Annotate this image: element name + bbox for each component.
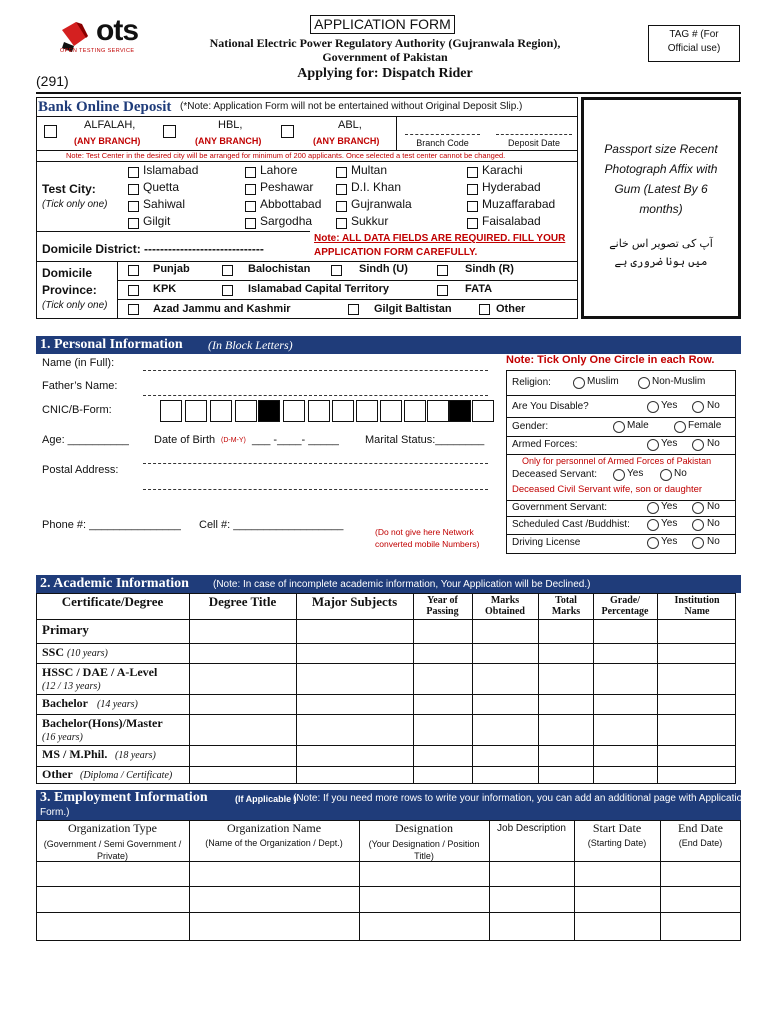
acad-row-ms-sub: (18 years) — [115, 750, 156, 761]
city-checkbox-multan[interactable] — [336, 167, 347, 178]
gov-no-label: No — [707, 501, 720, 512]
acad-header-year: Year of Passing — [426, 595, 459, 617]
deceased-note: Deceased Civil Servant wife, son or daughter — [512, 484, 703, 495]
city-label-peshawar: Peshawar — [260, 180, 314, 194]
bank-abl-label: ABL, — [338, 119, 362, 131]
acad-col-2 — [296, 593, 297, 784]
acad-col-4 — [472, 593, 473, 784]
province-checkbox-kpk[interactable] — [128, 285, 139, 296]
province-label-punjab: Punjab — [153, 263, 190, 275]
acad-row-hssc: HSSC / DAE / A-Level — [42, 665, 158, 679]
emp-col-2 — [359, 820, 360, 941]
disable-no-label: No — [707, 400, 720, 411]
province-checkbox-other[interactable] — [479, 304, 490, 315]
hbl-any-branch: (ANY BRANCH) — [195, 136, 262, 146]
province-label-gb: Gilgit Baltistan — [374, 303, 452, 315]
gov-label: Government Servant: — [512, 502, 608, 513]
province-checkbox-ajk[interactable] — [128, 304, 139, 315]
city-checkbox-sukkur[interactable] — [336, 218, 347, 229]
cnic-separator-2 — [449, 400, 471, 422]
acad-col-1 — [189, 593, 190, 784]
attr-rule-5 — [506, 500, 736, 501]
emp-sub-end: (End Date) — [678, 838, 723, 848]
city-label-gujranwala: Gujranwala — [351, 197, 412, 211]
cnic-digit-2[interactable] — [185, 400, 207, 422]
attr-rule-1 — [506, 395, 736, 396]
attr-rule-6 — [506, 516, 736, 517]
cnic-digit-7[interactable] — [332, 400, 354, 422]
license-no-radio[interactable] — [692, 537, 704, 549]
city-label-faisalabad: Faisalabad — [482, 214, 541, 228]
acad-row-4 — [36, 694, 736, 695]
postal-line-2[interactable] — [143, 489, 488, 490]
emp-header-jobdesc: Job Description — [497, 823, 566, 834]
armed-no-label: No — [707, 438, 720, 449]
bank-title: Bank Online Deposit — [38, 99, 172, 115]
employment-note: (Note: If you need more rows to write your information, you can add an additional page with Application — [293, 793, 748, 804]
acad-row-primary: Primary — [42, 622, 89, 637]
bank-alfalah-label: ALFALAH, — [84, 119, 136, 131]
disable-yes-label: Yes — [661, 400, 678, 411]
acad-row-other: Other — [42, 767, 73, 781]
province-label-kpk: KPK — [153, 283, 177, 295]
city-checkbox-sahiwal[interactable] — [128, 201, 139, 212]
cnic-digit-10[interactable] — [404, 400, 426, 422]
city-checkbox-muzaffarabad[interactable] — [467, 201, 478, 212]
acad-header-marks: Marks Obtained — [484, 595, 525, 617]
acad-row-6 — [36, 745, 736, 746]
armed-yes-label: Yes — [661, 438, 678, 449]
domicile-vdiv — [117, 261, 118, 319]
non-muslim-label: Non-Muslim — [652, 376, 706, 387]
emp-col-3 — [489, 820, 490, 941]
bank-hbl-label: HBL, — [218, 119, 243, 131]
emp-header-name: Organization Name — [226, 821, 322, 835]
province-label-ict: Islamabad Capital Territory — [248, 283, 390, 295]
acad-row-other-sub: (Diploma / Certificate) — [80, 770, 173, 781]
bank-vdiv — [396, 116, 397, 150]
deceased-yes-label: Yes — [627, 468, 644, 479]
emp-header-end: End Date — [678, 821, 723, 835]
city-checkbox-gilgit[interactable] — [128, 218, 139, 229]
disable-yes-radio[interactable] — [647, 401, 659, 413]
tag-label: TAG # (For Official use) — [667, 29, 721, 54]
province-checkbox-gb[interactable] — [348, 304, 359, 315]
acad-header-institution: Institution Name — [674, 595, 720, 617]
name-label: Name (in Full): — [42, 357, 115, 369]
header-rule — [36, 92, 741, 94]
dob-field[interactable]: ___ -____- _____ — [252, 434, 339, 446]
province-label-fata: FATA — [465, 283, 493, 295]
photo-urdu-1: آپ کی تصویر اس خانے — [609, 238, 713, 250]
abl-any-branch: (ANY BRANCH) — [313, 136, 380, 146]
armed-note: Only for personnel of Armed Forces of Pakistan — [522, 456, 712, 466]
org-line-2: Government of Pakistan — [322, 50, 448, 64]
father-label: Father’s Name: — [42, 380, 118, 392]
emp-row-2 — [36, 886, 741, 887]
domicile-province-label-1: Domicile — [42, 266, 93, 280]
photo-urdu-2: میں ہونا ضروری ہے — [614, 256, 708, 268]
dob-format: (D-M-Y) — [221, 437, 246, 444]
tick-note: Note: Tick Only One Circle in each Row. — [506, 354, 715, 366]
acad-col-6 — [593, 593, 594, 784]
city-label-multan: Multan — [351, 163, 388, 177]
city-checkbox-quetta[interactable] — [128, 184, 139, 195]
city-label-dikhan: D.I. Khan — [351, 180, 402, 194]
alfalah-checkbox[interactable] — [44, 125, 57, 138]
license-yes-label: Yes — [661, 536, 678, 547]
employment-title: 3. Employment Information — [40, 790, 208, 805]
city-label-muzaffarabad: Muzaffarabad — [482, 197, 556, 211]
acad-header-subjects: Major Subjects — [311, 594, 398, 609]
city-label-lahore: Lahore — [260, 163, 298, 177]
cnic-digit-3[interactable] — [210, 400, 232, 422]
male-radio[interactable] — [613, 421, 625, 433]
domicile-district-label[interactable]: Domicile District: ------------------------------ — [42, 242, 264, 256]
acad-row-master-sub: (16 years) — [42, 732, 83, 743]
domicile-province-label-2: Province: — [42, 283, 97, 297]
alfalah-any-branch: (ANY BRANCH) — [74, 136, 141, 146]
employment-sub: (If Applicable ) — [235, 794, 297, 804]
acad-row-2 — [36, 643, 736, 644]
female-label: Female — [688, 420, 722, 431]
acad-header-total: Total Marks — [551, 595, 581, 617]
city-checkbox-dikhan[interactable] — [336, 184, 347, 195]
city-checkbox-faisalabad[interactable] — [467, 218, 478, 229]
branch-code-label: Branch Code — [416, 138, 469, 148]
license-yes-radio[interactable] — [647, 537, 659, 549]
abl-checkbox[interactable] — [281, 125, 294, 138]
province-rule-2 — [117, 299, 578, 300]
emp-sub-name: (Name of the Organization / Dept.) — [205, 838, 343, 848]
cnic-digit-12[interactable] — [472, 400, 494, 422]
cnic-digit-4[interactable] — [235, 400, 257, 422]
form-code: (291) — [36, 73, 69, 89]
cnic-digit-6[interactable] — [308, 400, 330, 422]
city-checkbox-peshawar[interactable] — [245, 184, 256, 195]
deceased-yes-radio[interactable] — [613, 469, 625, 481]
province-label-ajk: Azad Jammu and Kashmir — [153, 303, 291, 315]
branch-code-line[interactable] — [405, 134, 480, 135]
emp-header-type: Organization Type — [67, 821, 158, 835]
academic-note: (Note: In case of incomplete academic information, Your Application will be Declined.) — [213, 579, 591, 590]
employment-note-2: Form.) — [40, 807, 70, 818]
acad-header-grade: Grade/ Percentage — [601, 595, 649, 617]
acad-row-1 — [36, 619, 736, 620]
city-label-sukkur: Sukkur — [351, 214, 389, 228]
cnic-digit-9[interactable] — [380, 400, 402, 422]
province-checkbox-punjab[interactable] — [128, 265, 139, 276]
emp-header-designation: Designation — [395, 821, 453, 835]
city-checkbox-hyderabad[interactable] — [467, 184, 478, 195]
province-checkbox-ict[interactable] — [222, 285, 233, 296]
ots-logo — [56, 14, 156, 58]
test-city-hint: (Tick only one) — [42, 199, 108, 210]
photo-line-4: months) — [639, 202, 683, 216]
photo-line-1: Passport size Recent — [604, 142, 718, 156]
test-city-label: Test City: — [42, 182, 96, 196]
acad-row-3 — [36, 663, 736, 664]
religion-label: Religion: — [512, 377, 551, 388]
name-input-line[interactable] — [143, 370, 488, 371]
emp-sub-start: (Starting Date) — [587, 838, 647, 848]
dob-label: Date of Birth — [154, 434, 216, 446]
province-label-other: Other — [496, 303, 526, 315]
cnic-digit-11[interactable] — [427, 400, 449, 422]
required-note-2: APPLICATION FORM CAREFULLY. — [314, 247, 478, 258]
city-label-abbottabad: Abbottabad — [260, 197, 322, 211]
photo-line-2: Photograph Affix with — [604, 162, 718, 176]
province-label-sindh-u: Sindh (U) — [359, 263, 408, 275]
city-label-quetta: Quetta — [143, 180, 180, 194]
gov-yes-radio[interactable] — [647, 502, 659, 514]
disable-no-radio[interactable] — [692, 401, 704, 413]
muslim-label: Muslim — [587, 376, 619, 387]
form-title: APPLICATION FORM — [314, 16, 451, 32]
province-rule-1 — [117, 280, 578, 281]
province-checkbox-balochistan[interactable] — [222, 265, 233, 276]
acad-col-5 — [538, 593, 539, 784]
cell-note-2: converted mobile Numbers) — [375, 539, 480, 549]
caste-no-label: No — [707, 518, 720, 529]
armed-yes-radio[interactable] — [647, 439, 659, 451]
emp-header-start: Start Date — [592, 821, 642, 835]
city-label-sahiwal: Sahiwal — [143, 197, 186, 211]
bank-divider-1 — [36, 116, 578, 117]
cell-field[interactable]: Cell #: __________________ — [199, 519, 344, 531]
academic-title: 2. Academic Information — [40, 576, 189, 591]
required-note-1: Note: ALL DATA FIELDS ARE REQUIRED. FILL YOUR — [314, 233, 566, 244]
acad-row-ssc-sub: (10 years) — [67, 648, 108, 659]
attr-rule-2 — [506, 417, 736, 418]
attr-rule-3 — [506, 436, 736, 437]
city-checkbox-sargodha[interactable] — [245, 218, 256, 229]
province-checkbox-fata[interactable] — [437, 285, 448, 296]
postal-label: Postal Address: — [42, 464, 119, 476]
cnic-separator-1 — [258, 400, 280, 422]
city-checkbox-karachi[interactable] — [467, 167, 478, 178]
acad-col-7 — [657, 593, 658, 784]
male-label: Male — [627, 420, 649, 431]
bank-divider-3 — [36, 161, 578, 162]
test-center-note: Note: Test Center in the desired city will be arranged for minimum of 200 applicants. Once selected a test center cannot be changed. — [66, 151, 506, 160]
deceased-no-label: No — [674, 468, 687, 479]
caste-label: Scheduled Cast /Buddhist: — [512, 519, 630, 530]
acad-header-title: Degree Title — [208, 594, 277, 609]
acad-row-ms: MS / M.Phil. — [42, 747, 108, 761]
city-checkbox-gujranwala[interactable] — [336, 201, 347, 212]
muslim-radio[interactable] — [573, 377, 585, 389]
acad-header-certificate: Certificate/Degree — [61, 594, 164, 609]
attr-rule-7 — [506, 534, 736, 535]
marital-field[interactable]: Marital Status:________ — [365, 434, 485, 446]
city-label-karachi: Karachi — [482, 163, 523, 177]
age-field[interactable]: Age: __________ — [42, 434, 129, 446]
acad-col-3 — [413, 593, 414, 784]
acad-row-5 — [36, 714, 736, 715]
non-muslim-radio[interactable] — [638, 377, 650, 389]
postal-line-1[interactable] — [143, 463, 488, 464]
city-label-gilgit: Gilgit — [143, 214, 171, 228]
city-bottom-rule — [36, 231, 310, 232]
logo-tagline: OPEN TESTING SERVICE — [60, 48, 135, 54]
city-label-islamabad: Islamabad — [143, 163, 199, 177]
logo-brand: ots — [96, 14, 138, 47]
province-label-balochistan: Balochistan — [248, 263, 311, 275]
father-input-line[interactable] — [143, 395, 488, 396]
attr-rule-4 — [506, 454, 736, 455]
city-checkbox-abbottabad[interactable] — [245, 201, 256, 212]
deposit-date-label: Deposit Date — [507, 138, 561, 148]
disable-label: Are You Disable? — [512, 401, 589, 412]
province-label-sindh-r: Sindh (R) — [465, 263, 514, 275]
emp-sub-designation: (Your Designation / Position Title) — [368, 839, 480, 862]
hbl-checkbox[interactable] — [163, 125, 176, 138]
cnic-digit-1[interactable] — [160, 400, 182, 422]
bank-note: (*Note: Application Form will not be entertained without Original Deposit Slip.) — [180, 101, 523, 112]
caste-yes-radio[interactable] — [647, 519, 659, 531]
gender-label: Gender: — [512, 421, 549, 432]
photo-line-3: Gum (Latest By 6 — [614, 182, 708, 196]
license-no-label: No — [707, 536, 720, 547]
province-checkbox-sindh-r[interactable] — [437, 265, 448, 276]
deceased-label: Deceased Servant: — [512, 469, 598, 480]
cnic-digit-5[interactable] — [283, 400, 305, 422]
city-checkbox-lahore[interactable] — [245, 167, 256, 178]
domicile-hint: (Tick only one) — [42, 300, 108, 311]
province-checkbox-sindh-u[interactable] — [331, 265, 342, 276]
gov-yes-label: Yes — [661, 501, 678, 512]
personal-subtitle: (In Block Letters) — [208, 338, 293, 352]
female-radio[interactable] — [674, 421, 686, 433]
armed-label: Armed Forces: — [512, 439, 578, 450]
caste-no-radio[interactable] — [692, 519, 704, 531]
acad-row-bachelor-sub: (14 years) — [97, 699, 138, 710]
cnic-digit-8[interactable] — [356, 400, 378, 422]
deceased-no-radio[interactable] — [660, 469, 672, 481]
personal-title: 1. Personal Information — [40, 337, 183, 352]
org-line-1: National Electric Power Regulatory Authority (Gujranwala Region), — [209, 36, 561, 50]
cnic-label: CNIC/B-Form: — [42, 404, 112, 416]
acad-row-master: Bachelor(Hons)/Master — [42, 716, 163, 730]
deposit-date-line[interactable] — [496, 134, 572, 135]
acad-row-ssc: SSC — [42, 645, 65, 659]
license-label: Driving License — [512, 537, 581, 548]
armed-no-radio[interactable] — [692, 439, 704, 451]
acad-row-hssc-sub: (12 / 13 years) — [42, 681, 101, 692]
caste-yes-label: Yes — [661, 518, 678, 529]
city-label-hyderabad: Hyderabad — [482, 180, 541, 194]
applying-for: Applying for: Dispatch Rider — [297, 66, 473, 81]
emp-row-3 — [36, 912, 741, 913]
acad-row-7 — [36, 766, 736, 767]
phone-field[interactable]: Phone #: _______________ — [42, 519, 181, 531]
city-checkbox-islamabad[interactable] — [128, 167, 139, 178]
acad-row-bachelor: Bachelor — [42, 696, 88, 710]
cell-note-1: (Do not give here Network — [375, 527, 474, 537]
emp-sub-type: (Government / Semi Government / Private) — [43, 839, 182, 862]
gov-no-radio[interactable] — [692, 502, 704, 514]
city-label-sargodha: Sargodha — [260, 214, 313, 228]
